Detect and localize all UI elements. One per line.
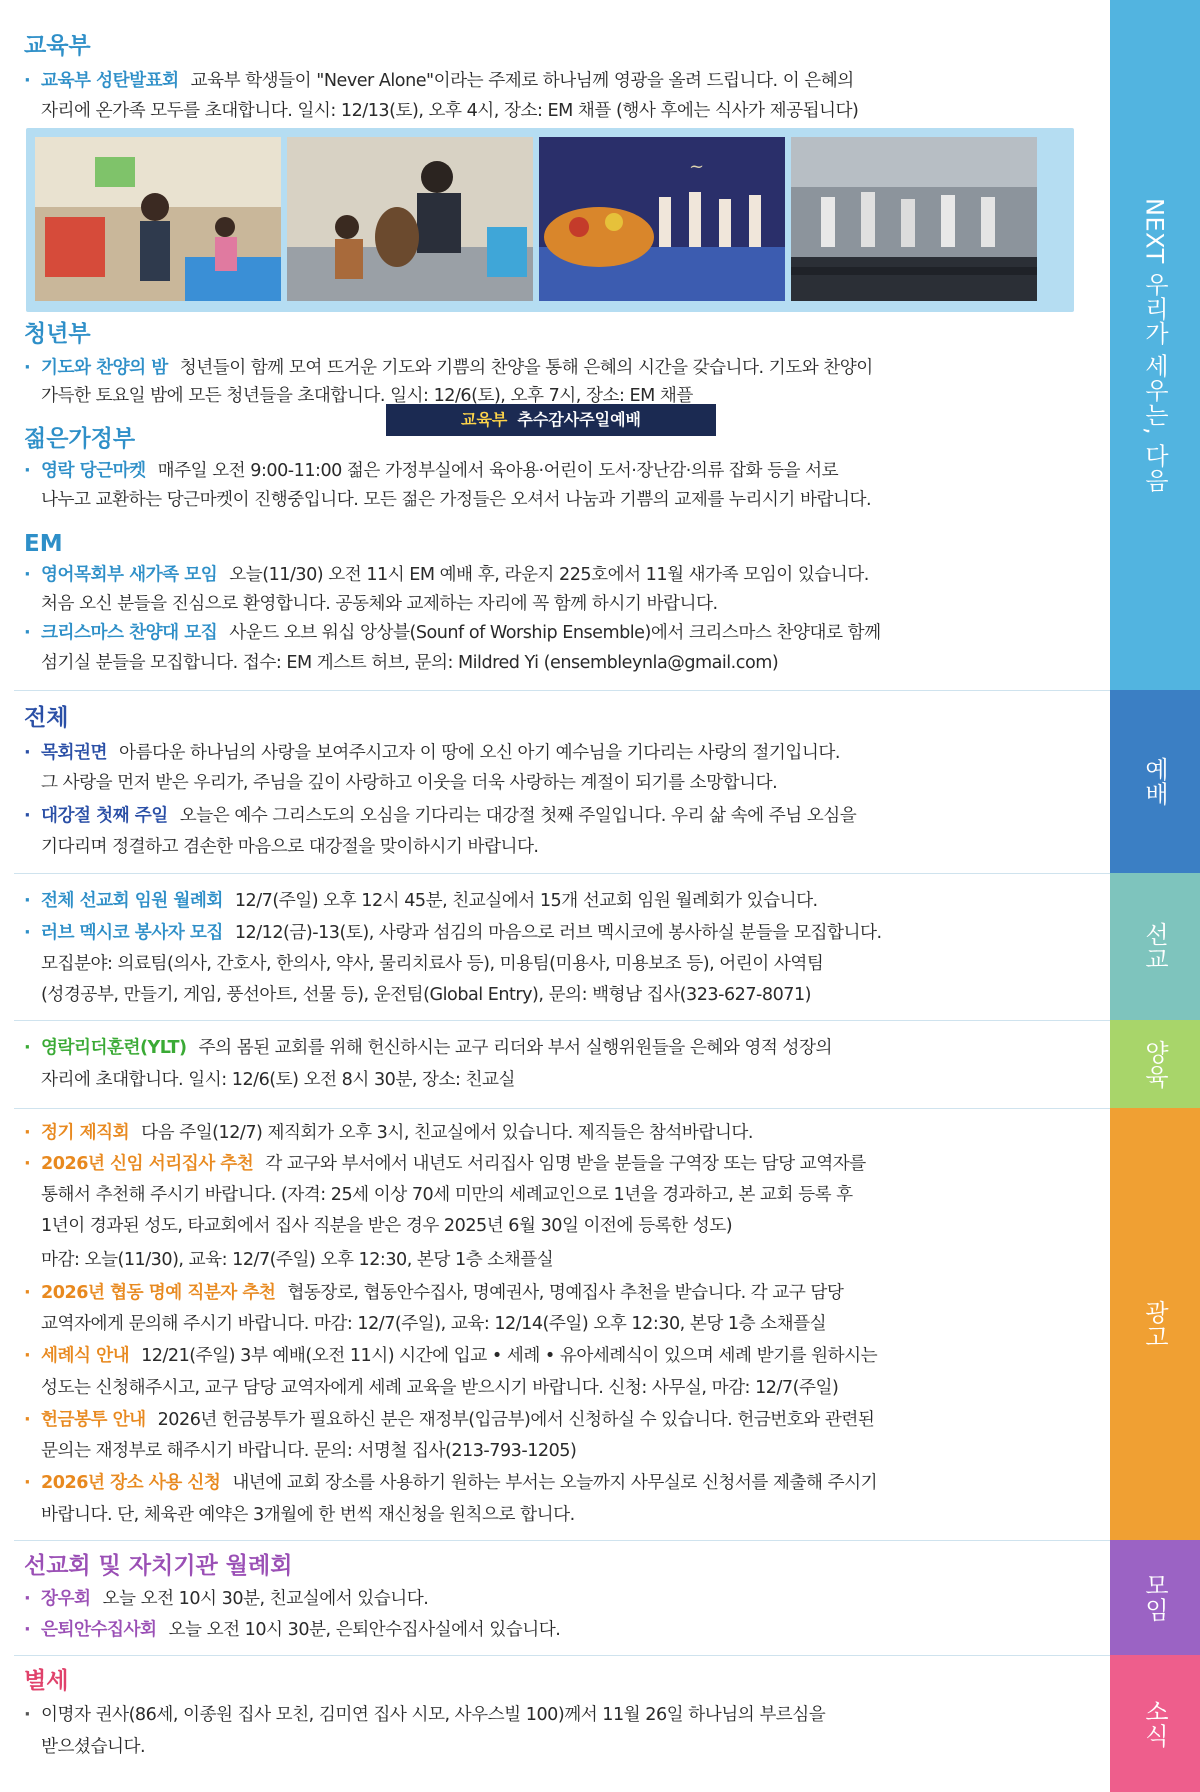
- heading-meeting: 선교회 및 자치기관 월례회: [24, 1553, 293, 1579]
- news-item1-line1: · 이명자 권사(86세, 이종원 집사 모친, 김미연 집사 시모, 사우스빌 100)께서 11월 26일 하나님의 부르심을: [24, 1705, 826, 1725]
- tab-mission[interactable]: 선교: [1110, 873, 1200, 1020]
- tab-meeting[interactable]: 모임: [1110, 1540, 1200, 1655]
- notice-item1-line1: · 정기 제직회 다음 주일(12/7) 제직회가 오후 3시, 친교실에서 있습니다. 제직들은 참석바랍니다.: [24, 1123, 753, 1143]
- photo-worship-dance: [791, 137, 1037, 301]
- notice-item3-line1: · 2026년 협동 명예 직분자 추천 협동장로, 협동안수집사, 명예권사, 명예집사 추천을 받습니다. 각 교구 담당: [24, 1283, 844, 1303]
- em-item2-line1: · 크리스마스 찬양대 모집 사운드 오브 워십 앙상블(Sounf of Worship Ensemble)에서 크리스마스 찬양대로 함께: [24, 623, 881, 643]
- tab-nurture[interactable]: 양육: [1110, 1020, 1200, 1108]
- em-item2-line2: 섬기실 분들을 모집합니다. 접수: EM 게스트 허브, 문의: Mildred Yi (ensembleynla@gmail.com): [41, 653, 779, 673]
- em-item1-line2: 처음 오신 분들을 진심으로 환영합니다. 공동체와 교제하는 자리에 꼭 함께 하시기 바랍니다.: [41, 594, 718, 614]
- notice-item2-line3: 1년이 경과된 성도, 타교회에서 집사 직분을 받은 경우 2025년 6월 30일 이전에 등록한 성도): [41, 1216, 733, 1236]
- education-item1-line1: · 교육부 성탄발표회 교육부 학생들이 "Never Alone"이라는 주제로 하나님께 영광을 올려 드립니다. 이 은혜의: [24, 71, 854, 91]
- nurture-item1-line2: 자리에 초대합니다. 일시: 12/6(토) 오전 8시 30분, 장소: 친교실: [41, 1070, 516, 1090]
- notice-item3-line2: 교역자에게 문의해 주시기 바랍니다. 마감: 12/7(주일), 교육: 12/14(주일) 오후 12:30, 본당 1층 소채플실: [41, 1314, 827, 1334]
- tab-news[interactable]: 소식: [1110, 1655, 1200, 1792]
- heading-education: 교육부: [24, 33, 91, 59]
- svg-text:~: ~: [689, 156, 705, 177]
- tab-next[interactable]: NEXT 우리가 세우는, 다음: [1110, 0, 1200, 690]
- heading-all: 전체: [24, 705, 69, 731]
- nurture-item1-line1: · 영락리더훈련(YLT) 주의 몸된 교회를 위해 헌신하시는 교구 리더와 부서 실행위원들을 은혜와 영적 성장의: [24, 1038, 832, 1058]
- mission-item2-line2: 모집분야: 의료팀(의사, 간호사, 한의사, 약사, 물리치료사 등), 미용팀(미용사, 미용보조 등), 어린이 사역팀: [41, 954, 824, 974]
- divider: [14, 873, 1110, 874]
- notice-item5-line2: 문의는 재정부로 해주시기 바랍니다. 문의: 서명철 집사(213-793-1205): [41, 1441, 577, 1461]
- notice-item6-line2: 바랍니다. 단, 체육관 예약은 3개월에 한 번씩 재신청을 원칙으로 합니다.: [41, 1505, 575, 1525]
- education-item1-line2: 자리에 온가족 모두를 초대합니다. 일시: 12/13(토), 오후 4시, 장소: EM 채플 (행사 후에는 식사가 제공됩니다): [41, 101, 859, 121]
- notice-item2-line2: 통해서 추천해 주시기 바랍니다. (자격: 25세 이상 70세 미만의 세례교인으로 1년을 경과하고, 본 교회 등록 후: [41, 1185, 853, 1205]
- mission-item2-line3: (성경공부, 만들기, 게임, 풍선아트, 선물 등), 운전팀(Global Entry), 문의: 백형남 집사(323-627-8071): [41, 985, 812, 1005]
- heading-em: EM: [24, 531, 63, 557]
- heading-young-family: 젊은가정부: [24, 426, 136, 452]
- divider: [14, 1540, 1110, 1541]
- young-family-item1-line1: · 영락 당근마켓 매주일 오전 9:00-11:00 젊은 가정부실에서 육아용·어린이 도서·장난감·의류 잡화 등을 서로: [24, 461, 839, 481]
- all-item2-line1: · 대강절 첫째 주일 오늘은 예수 그리스도의 오심을 기다리는 대강절 첫째 주일입니다. 우리 삶 속에 주님 오심을: [24, 806, 857, 826]
- notice-item4-line1: · 세례식 안내 12/21(주일) 3부 예배(오전 11시) 시간에 입교 • 세례 • 유아세례식이 있으며 세례 받기를 원하시는: [24, 1346, 878, 1366]
- meeting-item2-line1: · 은퇴안수집사회 오늘 오전 10시 30분, 은퇴안수집사실에서 있습니다.: [24, 1620, 561, 1640]
- all-item1-line1: · 목회권면 아름다운 하나님의 사랑을 보여주시고자 이 땅에 오신 아기 예수님을 기다리는 사랑의 절기입니다.: [24, 743, 840, 763]
- young-family-item1-line2: 나누고 교환하는 당근마켓이 진행중입니다. 모든 젊은 가정들은 오셔서 나눔과 기쁨의 교제를 누리시기 바랍니다.: [41, 490, 872, 510]
- mission-item2-line1: · 러브 멕시코 봉사자 모집 12/12(금)-13(토), 사랑과 섬김의 마음으로 러브 멕시코에 봉사하실 분들을 모집합니다.: [24, 923, 882, 943]
- photo-children-room: [35, 137, 281, 301]
- meeting-item1-line1: · 장우회 오늘 오전 10시 30분, 친교실에서 있습니다.: [24, 1589, 429, 1609]
- notice-item2-line1: · 2026년 신임 서리집사 추천 각 교구와 부서에서 내년도 서리집사 임명 받을 분들을 구역장 또는 담당 교역자를: [24, 1154, 866, 1174]
- notice-item2-line4: 마감: 오늘(11/30), 교육: 12/7(주일) 오후 12:30, 본당 1층 소채플실: [41, 1250, 554, 1270]
- em-item1-line1: · 영어목회부 새가족 모임 오늘(11/30) 오전 11시 EM 예배 후, 라운지 225호에서 11월 새가족 모임이 있습니다.: [24, 565, 869, 585]
- mission-item1-line1: · 전체 선교회 임원 월례회 12/7(주일) 오후 12시 45분, 친교실에서 15개 선교회 임원 월례회가 있습니다.: [24, 891, 818, 911]
- tab-notice[interactable]: 광고: [1110, 1108, 1200, 1540]
- notice-item5-line1: · 헌금봉투 안내 2026년 헌금봉투가 필요하신 분은 재정부(입금부)에서 신청하실 수 있습니다. 헌금번호와 관련된: [24, 1410, 875, 1430]
- side-tab-bar: [1110, 0, 1200, 1792]
- photo-thanksgiving-stage: [539, 137, 785, 301]
- photo-drum-activity: [287, 137, 533, 301]
- youth-item1-line1: · 기도와 찬양의 밤 청년들이 함께 모여 뜨거운 기도와 기쁨의 찬양을 통해 은혜의 시간을 갖습니다. 기도와 찬양이: [24, 358, 873, 378]
- divider: [14, 690, 1110, 691]
- divider: [14, 1020, 1110, 1021]
- heading-youth: 청년부: [24, 321, 91, 347]
- youth-item1-line2: 가득한 토요일 밤에 모든 청년들을 초대합니다. 일시: 12/6(토), 오후 7시, 장소: EM 채플: [41, 386, 693, 406]
- divider: [14, 1655, 1110, 1656]
- all-item1-line2: 그 사랑을 먼저 받은 우리가, 주님을 깊이 사랑하고 이웃을 더욱 사랑하는 계절이 되기를 소망합니다.: [41, 773, 778, 793]
- all-item2-line2: 기다리며 정결하고 겸손한 마음으로 대강절을 맞이하시기 바랍니다.: [41, 837, 539, 857]
- divider: [14, 1108, 1110, 1109]
- notice-item4-line2: 성도는 신청해주시고, 교구 담당 교역자에게 세례 교육을 받으시기 바랍니다. 신청: 사무실, 마감: 12/7(주일): [41, 1378, 839, 1398]
- notice-item6-line1: · 2026년 장소 사용 신청 내년에 교회 장소를 사용하기 원하는 부서는 오늘까지 사무실로 신청서를 제출해 주시기: [24, 1473, 878, 1493]
- heading-news: 별세: [24, 1668, 69, 1694]
- photo-caption: 교육부 추수감사주일예배: [386, 404, 716, 436]
- news-item1-line2: 받으셨습니다.: [41, 1737, 146, 1757]
- tab-worship[interactable]: 예배: [1110, 690, 1200, 873]
